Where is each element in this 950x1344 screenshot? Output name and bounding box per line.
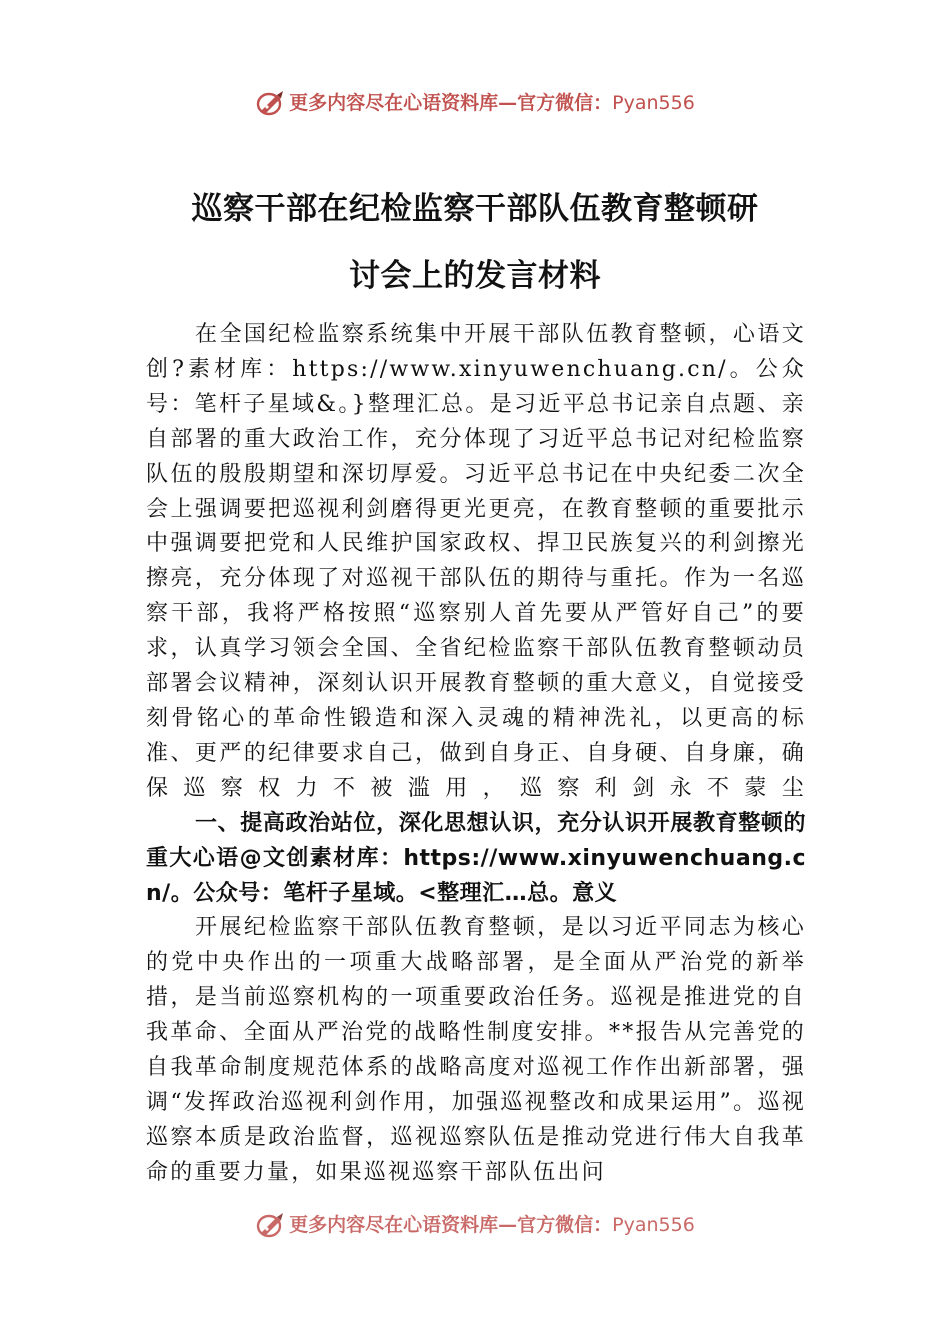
document-title-line-2: 讨会上的发言材料 bbox=[349, 258, 601, 294]
header-watermark-text: 更多内容尽在心语资料库—官方微信： bbox=[289, 92, 613, 114]
footer-watermark-contact: Pyan556 bbox=[612, 1214, 695, 1236]
footer-watermark bbox=[0, 1211, 950, 1239]
body-paragraph-1: 在全国纪检监察系统集中开展干部队伍教育整顿，心语文创?素材库：https://www.xinyuwenchuang.cn/。公众号：笔杆子星域&。}整理汇总。是习近平总书记亲自点题、亲自部署的重大政治工作，充分体现了习近平总书记对纪检监察队伍的殷殷期望和深切厚爱。习近平总书记在中央纪委二次全会上强调要把巡视利剑磨得更光更亮，在教育整顿的重要批示中强调要把党和人民维护国家政权、捍卫民族复兴的利剑擦光擦亮，充分体现了对巡视干部队伍的期待与重托。作为一名巡察干部，我将严格按照“巡察别人首先要从严管好自己”的要求，认真学习领会全国、全省纪检监察干部队伍教育整顿动员部署会议精神，深刻认识开展教育整顿的重大意义，自觉接受刻骨铭心的革命性锻造和深入灵魂的精神洗礼，以更高的标准、更严的纪律要求自己，做到自身正、自身硬、自身廉，确保巡察权力不被滥用，巡察利剑永不蒙尘 bbox=[146, 322, 806, 801]
section-heading-1: 一、提高政治站位，深化思想认识，充分认识开展教育整顿的重大心语@文创素材库：https://www.xinyuwenchuang.cn/。公众号：笔杆子星域。<整理汇…总。意义 bbox=[146, 810, 806, 906]
pen-nib-logo-icon bbox=[255, 89, 287, 117]
body-paragraph-2: 开展纪检监察干部队伍教育整顿，是以习近平同志为核心的党中央作出的一项重大战略部署，是全面从严治党的新举措，是当前巡察机构的一项重要政治任务。巡视是推进党的自我革命、全面从严治党的战略性制度安排。**报告从完善党的自我革命制度规范体系的战略高度对巡视工作作出新部署，强调“发挥政治巡视利剑作用，加强巡视整改和成果运用”。巡视巡察本质是政治监督，巡视巡察队伍是推动党进行伟大自我革命的重要力量，如果巡视巡察干部队伍出问 bbox=[146, 915, 806, 1185]
header-watermark-contact: Pyan556 bbox=[612, 92, 695, 114]
header-watermark bbox=[0, 89, 950, 117]
document-title-line-1: 巡察干部在纪检监察干部队伍教育整顿研 bbox=[191, 191, 759, 227]
footer-watermark-text: 更多内容尽在心语资料库—官方微信： bbox=[289, 1214, 613, 1236]
document-body bbox=[146, 318, 806, 1211]
pen-nib-logo-icon bbox=[255, 1211, 287, 1239]
